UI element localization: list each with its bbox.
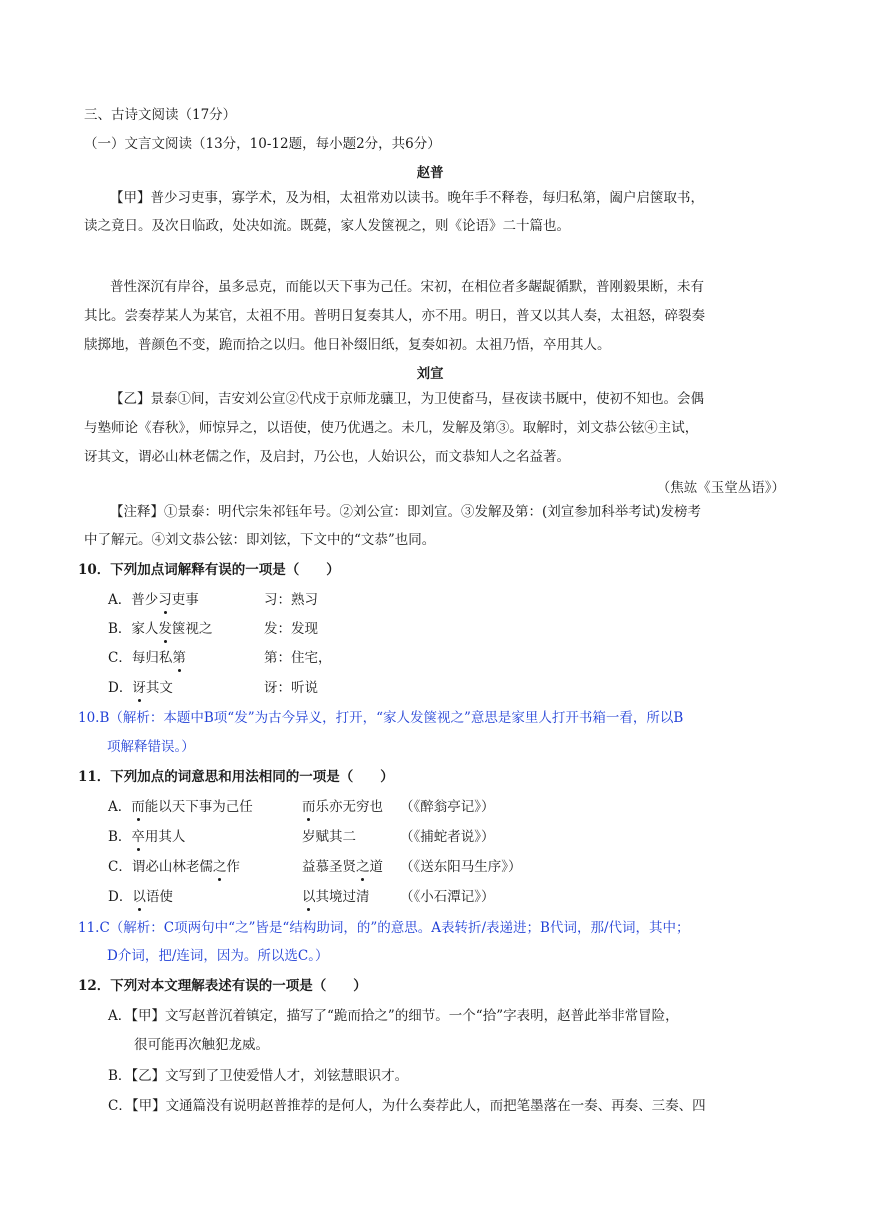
q11-option-a-compare	[302, 797, 383, 817]
passage-a-line: 牍掷地，普颜色不变，跪而拾之以归。他日补缀旧纸，复奏如初。太祖乃悟，卒用其人。	[84, 337, 611, 353]
passage-a-line: 其比。尝奏荐某人为某官，太祖不用。普明日复奏其人，亦不用。明日，普又以其人奏，太祖怒，碎裂奏	[84, 308, 705, 324]
passage-b-line: 【乙】景泰①间，吉安刘公宣②代戍于京师龙骧卫，为卫使畜马，昼夜读书厩中，使初不知也。会偶	[110, 391, 704, 407]
q10-option-d-gloss: 讶：听说	[264, 680, 318, 696]
option-text: 用其人	[144, 829, 186, 845]
dotted-word: 发	[158, 621, 172, 637]
passage-a-line: 【甲】普少习吏事，寡学术，及为相，太祖常劝以读书。晚年手不释卷，每归私第，阖户启箧取书，	[110, 190, 704, 206]
dotted-word: 而	[302, 799, 316, 815]
question-10-stem: 10．下列加点词解释有误的一项是（ ）	[78, 562, 340, 578]
question-11-stem: 11．下列加点的词意思和用法相同的一项是（ ）	[78, 769, 394, 785]
passage-b-line: 与塾师论《春秋》，师惊异之，以语使，使乃优遇之。未几，发解及第③。取解时，刘文恭公铉④主试，	[84, 420, 699, 436]
notes-line: 中了解元。④刘文恭公铉：即刘铉，下文中的“文恭”也同。	[84, 532, 436, 548]
option-text: 能以天下事为己任	[144, 799, 253, 815]
q11-answer-line: D介词，把/连词，因为。所以选C。）	[107, 948, 329, 964]
option-text: 益慕圣贤	[302, 859, 356, 875]
option-text: 其文	[145, 680, 173, 696]
dotted-word: 讶	[132, 680, 146, 696]
q11-option-d-source: （《小石潭记》）	[400, 889, 495, 905]
option-text: B．家人	[108, 621, 159, 637]
dotted-word: 之	[212, 859, 227, 875]
dotted-word: 卒	[131, 829, 145, 845]
section-subheading: （一）文言文阅读（13分，10-12题，每小题2分，共6分）	[84, 136, 441, 152]
dotted-word: 而	[131, 799, 145, 815]
option-text: A．普少	[108, 592, 159, 608]
q12-option: B．【乙】文写到了卫使爱惜人才，刘铉慧眼识才。	[108, 1068, 409, 1084]
option-text: 作	[226, 859, 240, 875]
passage-a-line: 读之竟日。及次日临政，处决如流。既薨，家人发箧视之，则《论语》二十篇也。	[84, 218, 570, 234]
passage-b-source: （焦竑《玉堂丛语》）	[656, 480, 785, 496]
q12-option: A．【甲】文写赵普沉着镇定，描写了“跪而拾之”的细节。一个“拾”字表明，赵普此举非常冒险，	[108, 1008, 679, 1024]
option-text: B．	[108, 829, 132, 845]
q11-option-c-compare	[302, 857, 383, 877]
option-text: 吏事	[171, 592, 199, 608]
passage-a-title: 赵普	[416, 165, 444, 181]
section-heading: 三、古诗文阅读（17分）	[84, 107, 237, 123]
q11-option-a	[108, 797, 253, 817]
q11-option-c-source: （《送东阳马生序》）	[400, 859, 522, 875]
passage-b-line: 讶其文，谓必山林老儒之作，及启封，乃公也，人始识公，而文恭知人之名益著。	[84, 449, 570, 465]
notes-line: 【注释】①景泰：明代宗朱祁钰年号。②刘公宣：即刘宣。③发解及第：(刘宣参加科举考试)发榜考	[110, 504, 702, 520]
q12-option: 很可能再次触犯龙威。	[134, 1037, 269, 1053]
dotted-word: 习	[158, 592, 172, 608]
q12-option: C．【甲】文通篇没有说明赵普推荐的是何人，为什么奏荐此人，而把笔墨落在一奏、再奏、三奏、四	[108, 1098, 706, 1114]
q11-option-a-source: （《醉翁亭记》）	[400, 799, 495, 815]
passage-a-line: 普性深沉有岸谷，虽多忌克，而能以天下事为己任。宋初，在相位者多龌龊循默，普刚毅果断，未有	[110, 279, 704, 295]
q10-option-d	[108, 678, 173, 698]
q10-option-a-gloss: 习：熟习	[264, 592, 318, 608]
q11-option-d-compare	[302, 887, 370, 907]
q11-option-b-source: （《捕蛇者说》）	[400, 829, 495, 845]
option-text: C．每归私	[108, 650, 173, 666]
option-text: D．	[108, 680, 133, 696]
option-text: 道	[369, 859, 383, 875]
q10-option-a	[108, 590, 199, 610]
q11-option-c	[108, 857, 240, 877]
option-text: C．谓必山林老儒	[108, 859, 213, 875]
option-text: 岁赋其二	[302, 829, 356, 845]
q10-option-b	[108, 619, 212, 639]
q10-option-b-gloss: 发：发现	[264, 621, 318, 637]
option-text: 语使	[145, 889, 173, 905]
q10-answer-line: 项解释错误。）	[107, 739, 195, 755]
question-12-stem: 12．下列对本文理解表述有误的一项是（ ）	[78, 978, 367, 994]
q10-answer-line: 10.B（解析：本题中B项“发”为古今异义，打开，“家人发箧视之”意思是家里人打开书箱一看，所以B	[78, 710, 684, 726]
q11-answer-line: 11.C（解析：C项两句中“之”皆是“结构助词，的”的意思。A表转折/表递进；B代词，那/代词，其中；	[78, 920, 690, 936]
q10-option-c-gloss: 第：住宅，	[264, 650, 332, 666]
dotted-word: 以	[302, 889, 316, 905]
q11-option-b	[108, 827, 185, 847]
dotted-word: 第	[172, 650, 186, 666]
option-text: A．	[108, 799, 132, 815]
option-text: D．	[108, 889, 133, 905]
q10-option-c	[108, 648, 186, 668]
dotted-word: 之	[356, 859, 370, 875]
option-text: 乐亦无穷也	[315, 799, 383, 815]
option-text: 其境过清	[315, 889, 370, 905]
option-text: 箧视之	[171, 621, 213, 637]
q11-option-b-compare	[302, 827, 356, 847]
q11-option-d	[108, 887, 173, 907]
dotted-word: 以	[132, 889, 146, 905]
passage-b-title: 刘宣	[416, 366, 444, 382]
